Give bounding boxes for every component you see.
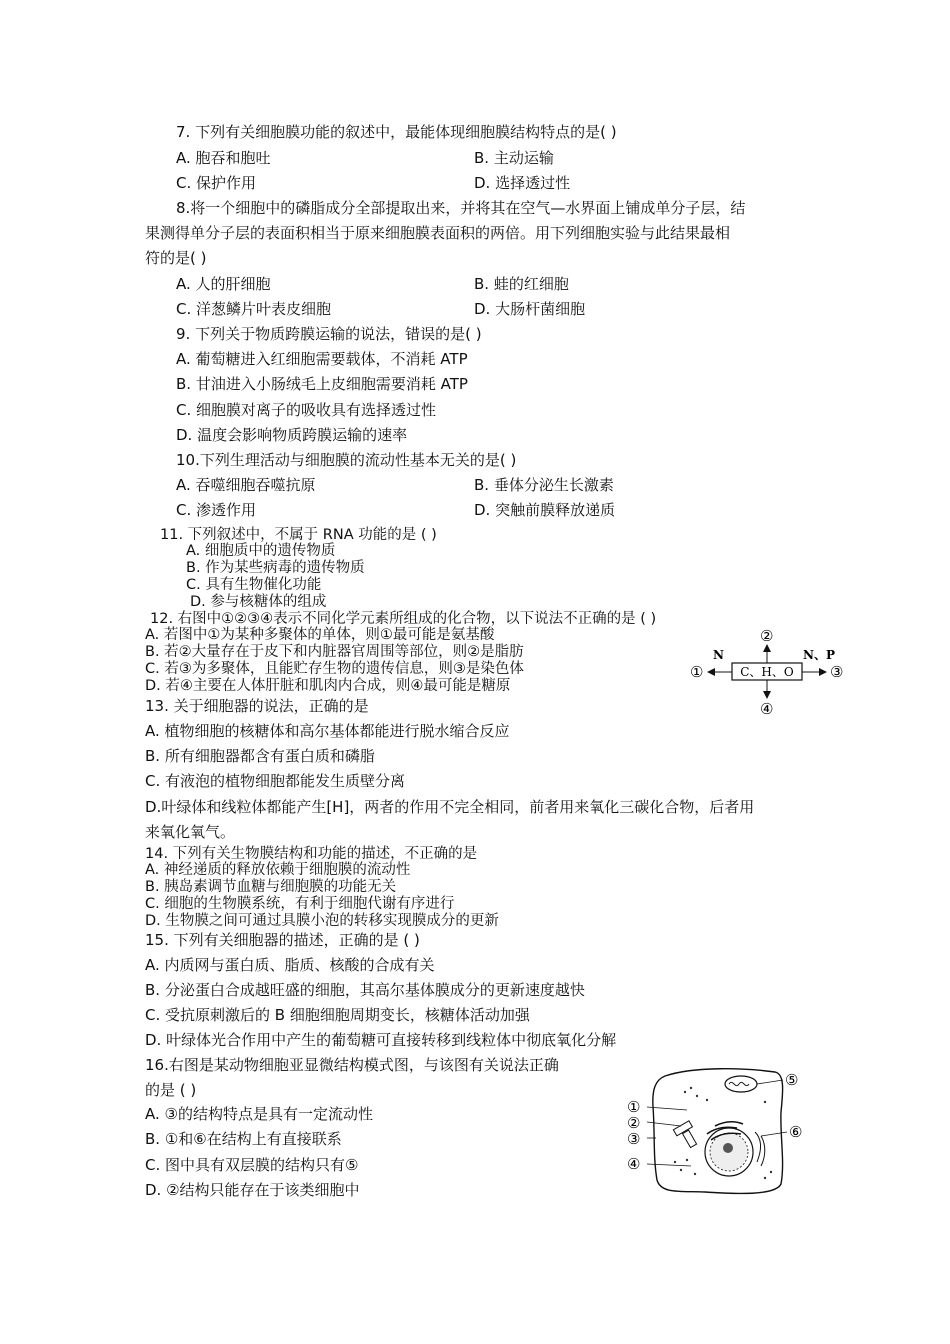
compound-1-label: ① [690, 663, 704, 681]
q16-option-d: D. ②结构只能存在于该类细胞中 [145, 1181, 360, 1199]
q11-option-a: A. 细胞质中的遗传物质 [186, 543, 336, 559]
q12-option-a: A. 若图中①为某种多聚体的单体，则①最可能是氨基酸 [145, 627, 495, 643]
q12-option-d: D. 若④主要在人体肝脏和肌肉内合成，则④最可能是糖原 [145, 678, 511, 694]
q16-stem-line2: 的是 ( ) [145, 1081, 197, 1099]
q10-option-d: D. 突触前膜释放递质 [474, 501, 616, 519]
animal-cell-diagram [625, 1062, 815, 1202]
q13-option-c: C. 有液泡的植物细胞都能发生质壁分离 [145, 772, 406, 790]
q13-option-b: B. 所有细胞器都含有蛋白质和磷脂 [145, 747, 375, 765]
q13-option-a: A. 植物细胞的核糖体和高尔基体都能进行脱水缩合反应 [145, 722, 510, 740]
q11-option-c: C. 具有生物催化功能 [186, 577, 322, 593]
compound-2-label: ② [760, 627, 774, 645]
q10-option-b: B. 垂体分泌生长激素 [474, 476, 614, 494]
q7-stem: 7. 下列有关细胞膜功能的叙述中，最能体现细胞膜结构特点的是( ) [176, 123, 617, 141]
q16-stem-line1: 16.右图是某动物细胞亚显微结构模式图，与该图有关说法正确 [145, 1056, 559, 1074]
q8-option-c: C. 洋葱鳞片叶表皮细胞 [176, 300, 332, 318]
q8-stem-line3: 符的是( ) [145, 249, 207, 267]
cell-label-1: ① [627, 1098, 641, 1116]
q12-option-c: C. 若③为多聚体，且能贮存生物的遗传信息，则③是染色体 [145, 661, 524, 677]
q13-option-d-line1: D.叶绿体和线粒体都能产生[H]，两者的作用不完全相同，前者用来氧化三碳化合物，后者用 [145, 798, 755, 816]
element-compound-diagram [680, 625, 870, 717]
q15-option-b: B. 分泌蛋白合成越旺盛的细胞，其高尔基体膜成分的更新速度越快 [145, 981, 585, 999]
q9-option-b: B. 甘油进入小肠绒毛上皮细胞需要消耗 ATP [176, 375, 468, 393]
q11-option-d: D. 参与核糖体的组成 [190, 594, 327, 610]
q15-option-d: D. 叶绿体光合作用中产生的葡萄糖可直接转移到线粒体中彻底氧化分解 [145, 1031, 617, 1049]
q15-option-c: C. 受抗原刺激后的 B 细胞细胞周期变长，核糖体活动加强 [145, 1006, 530, 1024]
cell-label-6: ⑥ [789, 1123, 803, 1141]
q15-option-a: A. 内质网与蛋白质、脂质、核酸的合成有关 [145, 956, 435, 974]
q12-option-b: B. 若②大量存在于皮下和内脏器官周围等部位，则②是脂肪 [145, 644, 524, 660]
q9-stem: 9. 下列关于物质跨膜运输的说法，错误的是( ) [176, 325, 482, 343]
q14-option-d: D. 生物膜之间可通过具膜小泡的转移实现膜成分的更新 [145, 913, 499, 929]
q16-option-b: B. ①和⑥在结构上有直接联系 [145, 1130, 342, 1148]
q14-stem: 14. 下列有关生物膜结构和功能的描述，不正确的是 [145, 846, 478, 862]
q13-option-d-line2: 来氧化氧气。 [145, 823, 236, 841]
q7-option-c: C. 保护作用 [176, 174, 257, 192]
q9-option-c: C. 细胞膜对离子的吸收具有选择透过性 [176, 401, 437, 419]
q8-stem-line1: 8.将一个细胞中的磷脂成分全部提取出来，并将其在空气—水界面上铺成单分子层，结 [176, 199, 746, 217]
cell-label-2: ② [627, 1114, 641, 1132]
compound-3-label: ③ [830, 663, 844, 681]
right-element-label: N、P [803, 648, 835, 662]
q11-stem: 11. 下列叙述中，不属于 RNA 功能的是 ( ) [160, 527, 437, 543]
q10-option-a: A. 吞噬细胞吞噬抗原 [176, 476, 316, 494]
q14-option-a: A. 神经递质的释放依赖于细胞膜的流动性 [145, 862, 411, 878]
q8-option-a: A. 人的肝细胞 [176, 275, 271, 293]
center-element-label: C、H、O [740, 665, 794, 679]
q7-option-d: D. 选择透过性 [474, 174, 571, 192]
q16-option-c: C. 图中具有双层膜的结构只有⑤ [145, 1156, 359, 1174]
q9-option-d: D. 温度会影响物质跨膜运输的速率 [176, 426, 408, 444]
q14-option-b: B. 胰岛素调节血糖与细胞膜的功能无关 [145, 879, 397, 895]
q8-stem-line2: 果测得单分子层的表面积相当于原来细胞膜表面积的两倍。用下列细胞实验与此结果最相 [145, 224, 731, 242]
left-element-label: N [713, 648, 724, 662]
q12-stem: 12. 右图中①②③④表示不同化学元素所组成的化合物，以下说法不正确的是 ( ) [150, 611, 657, 627]
q10-option-c: C. 渗透作用 [176, 501, 257, 519]
mitochondrion [725, 1076, 757, 1092]
compound-4-label: ④ [760, 700, 774, 717]
q16-option-a: A. ③的结构特点是具有一定流动性 [145, 1105, 373, 1123]
cell-label-5: ⑤ [785, 1071, 799, 1089]
q7-option-b: B. 主动运输 [474, 149, 554, 167]
q10-stem: 10.下列生理活动与细胞膜的流动性基本无关的是( ) [176, 451, 517, 469]
q13-stem: 13. 关于细胞器的说法，正确的是 [145, 697, 369, 715]
q15-stem: 15. 下列有关细胞器的描述，正确的是 ( ) [145, 931, 420, 949]
cell-label-4: ④ [627, 1155, 641, 1173]
q9-option-a: A. 葡萄糖进入红细胞需要载体，不消耗 ATP [176, 350, 468, 368]
q11-option-b: B. 作为某些病毒的遗传物质 [186, 560, 365, 576]
q14-option-c: C. 细胞的生物膜系统，有利于细胞代谢有序进行 [145, 896, 455, 912]
q7-option-a: A. 胞吞和胞吐 [176, 149, 271, 167]
nucleolus [723, 1143, 733, 1153]
q8-option-b: B. 蛙的红细胞 [474, 275, 569, 293]
q8-option-d: D. 大肠杆菌细胞 [474, 300, 586, 318]
cell-label-3: ③ [627, 1130, 641, 1148]
